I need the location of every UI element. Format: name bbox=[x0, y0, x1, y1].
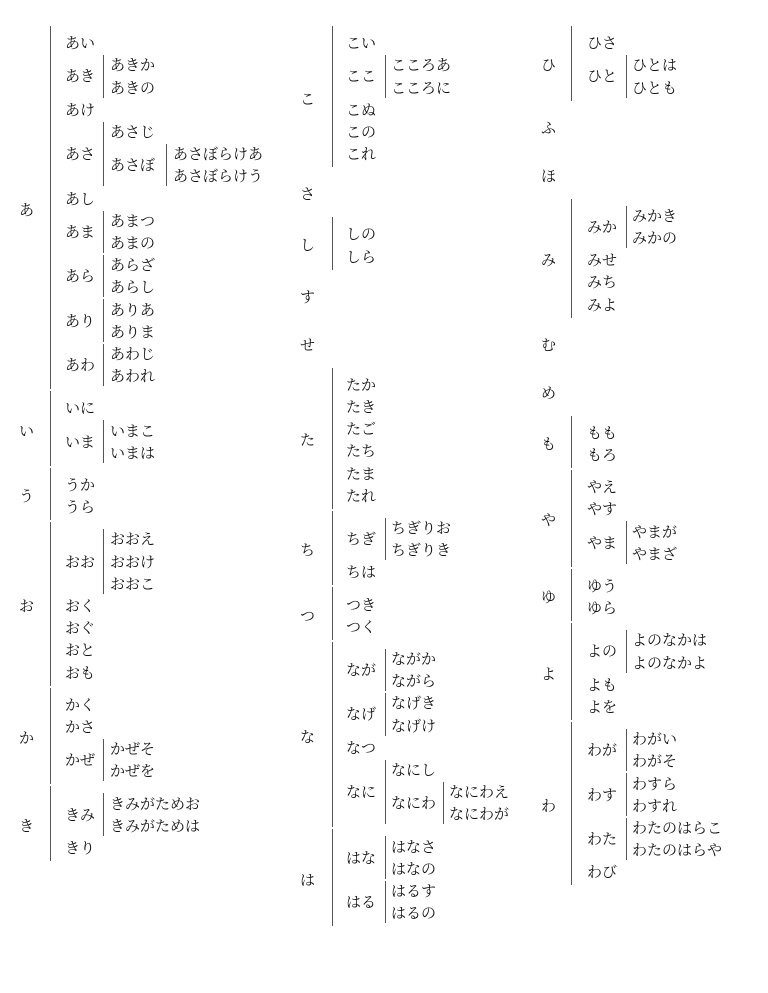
branch-line bbox=[103, 299, 104, 341]
branch-line bbox=[103, 793, 104, 835]
kimariji-node: あさぼ bbox=[110, 156, 156, 175]
kimariji-node: たち bbox=[346, 442, 377, 461]
kimariji-node: おおこ bbox=[110, 574, 156, 593]
kimariji-node: かく bbox=[65, 695, 96, 714]
kimariji-node: あわ bbox=[65, 356, 96, 374]
kimariji-node: きみがためは bbox=[110, 816, 201, 835]
kimariji-node: わす bbox=[587, 785, 618, 804]
kimariji-node: よのなかよ bbox=[632, 653, 708, 672]
kimariji-node: よの bbox=[587, 642, 618, 661]
initial-letter-label: ふ bbox=[541, 118, 557, 137]
kimariji-node: きみ bbox=[65, 805, 96, 824]
kimariji-node: こころに bbox=[391, 78, 452, 97]
group-bracket-line bbox=[332, 26, 333, 167]
group-bracket-line bbox=[571, 569, 572, 621]
kimariji-node: なげき bbox=[391, 694, 437, 713]
branch-line bbox=[626, 818, 627, 860]
kimariji-node: あらざ bbox=[110, 256, 156, 275]
branch-line bbox=[385, 693, 386, 735]
initial-letter-label: お bbox=[19, 596, 35, 615]
branch-line bbox=[626, 630, 627, 672]
kimariji-node: もろ bbox=[587, 445, 618, 464]
kimariji-node: あまの bbox=[110, 233, 156, 252]
initial-letter-label: し bbox=[300, 236, 316, 255]
kimariji-node: あさぼらけあ bbox=[173, 145, 264, 164]
kimariji-node: ひさ bbox=[587, 34, 618, 53]
kimariji-node: なに bbox=[346, 783, 377, 802]
kimariji-node: ひとも bbox=[632, 78, 678, 97]
branch-line bbox=[626, 729, 627, 771]
kimariji-node: つく bbox=[346, 617, 377, 636]
initial-letter-label: こ bbox=[300, 89, 316, 108]
kimariji-node: やま bbox=[587, 533, 618, 552]
initial-letter-label: き bbox=[19, 816, 35, 835]
branch-line bbox=[103, 420, 104, 462]
branch-line bbox=[443, 782, 444, 824]
kimariji-node: つき bbox=[346, 595, 377, 614]
branch-line bbox=[626, 55, 627, 97]
kimariji-node: おお bbox=[65, 552, 96, 571]
kimariji-node: ありま bbox=[110, 322, 156, 341]
kimariji-node: こぬ bbox=[346, 100, 377, 119]
kimariji-node: なにわえ bbox=[449, 783, 510, 802]
initial-letter-label: う bbox=[19, 487, 35, 505]
kimariji-node: こい bbox=[346, 34, 377, 53]
kimariji-node: かさ bbox=[65, 717, 96, 736]
kimariji-node: いに bbox=[65, 399, 96, 418]
kimariji-node: こころあ bbox=[391, 56, 452, 75]
kimariji-node: はる bbox=[346, 893, 377, 911]
branch-line bbox=[103, 55, 104, 97]
kimariji-node: もも bbox=[587, 423, 618, 442]
branch-line bbox=[103, 739, 104, 781]
kimariji-node: きり bbox=[65, 838, 96, 857]
kimariji-node: あきか bbox=[110, 56, 156, 75]
kimariji-node: かぜを bbox=[110, 762, 156, 781]
kimariji-node: ここ bbox=[346, 67, 377, 86]
kimariji-node: あさ bbox=[65, 145, 96, 164]
kimariji-node: あわじ bbox=[110, 344, 156, 363]
initial-letter-label: め bbox=[541, 383, 557, 402]
kimariji-node: なつ bbox=[346, 738, 377, 757]
initial-letter-label: か bbox=[19, 729, 35, 747]
kimariji-node: わがそ bbox=[632, 752, 678, 771]
branch-line bbox=[103, 211, 104, 253]
initial-letter-label: よ bbox=[541, 664, 557, 683]
kimariji-node: はな bbox=[346, 848, 377, 867]
kimariji-node: やまが bbox=[632, 522, 678, 541]
kimariji-node: あま bbox=[65, 222, 96, 241]
initial-letter-label: も bbox=[541, 434, 557, 453]
kimariji-node: たか bbox=[346, 375, 377, 394]
group-bracket-line bbox=[50, 688, 51, 785]
kimariji-node: あまつ bbox=[110, 211, 156, 230]
kimariji-node: これ bbox=[346, 145, 377, 164]
kimariji-node: おおえ bbox=[110, 530, 156, 549]
kimariji-node: なが bbox=[346, 661, 377, 679]
kimariji-node: わが bbox=[587, 741, 618, 760]
initial-letter-label: み bbox=[541, 251, 557, 270]
branch-line bbox=[166, 144, 167, 186]
branch-line bbox=[385, 760, 386, 825]
kimariji-node: しら bbox=[346, 247, 377, 266]
group-bracket-line bbox=[332, 587, 333, 639]
kimariji-node: しの bbox=[346, 225, 377, 244]
kimariji-node: あさぼらけう bbox=[173, 167, 264, 186]
kimariji-node: おおけ bbox=[110, 552, 156, 571]
kimariji-node: いま bbox=[65, 432, 96, 451]
initial-letter-label: す bbox=[300, 287, 316, 306]
kimariji-node: わたのはらこ bbox=[632, 818, 723, 837]
initial-letter-label: さ bbox=[300, 185, 316, 204]
kimariji-node: ちぎ bbox=[346, 530, 377, 548]
kimariji-node: あり bbox=[65, 311, 96, 330]
kimariji-node: なにし bbox=[391, 760, 437, 779]
kimariji-node: ひと bbox=[587, 67, 618, 86]
kimariji-node: あし bbox=[65, 189, 96, 208]
initial-letter-label: や bbox=[541, 511, 557, 530]
branch-line bbox=[103, 344, 104, 386]
kimariji-node: この bbox=[346, 122, 377, 141]
branch-line bbox=[385, 649, 386, 691]
initial-letter-label: は bbox=[300, 870, 316, 889]
group-bracket-line bbox=[571, 623, 572, 720]
group-bracket-line bbox=[50, 786, 51, 861]
group-bracket-line bbox=[332, 829, 333, 926]
kimariji-node: ひとは bbox=[632, 56, 678, 75]
kimariji-node: あけ bbox=[65, 100, 96, 119]
branch-line bbox=[385, 881, 386, 923]
kimariji-node: たご bbox=[346, 420, 377, 439]
kimariji-node: あい bbox=[65, 34, 96, 53]
branch-line bbox=[385, 55, 386, 97]
group-bracket-line bbox=[332, 217, 333, 269]
initial-letter-label: い bbox=[19, 421, 35, 440]
branch-line bbox=[103, 122, 104, 187]
kimariji-node: おく bbox=[65, 596, 96, 615]
kimariji-node: うら bbox=[65, 498, 96, 517]
kimariji-node: たれ bbox=[346, 486, 377, 505]
group-bracket-line bbox=[571, 416, 572, 468]
group-bracket-line bbox=[332, 642, 333, 828]
kimariji-node: よのなかは bbox=[632, 631, 708, 650]
initial-letter-label: あ bbox=[19, 200, 35, 219]
kimariji-node: みち bbox=[587, 273, 618, 292]
initial-letter-label: た bbox=[300, 431, 316, 450]
kimariji-node: あら bbox=[65, 267, 96, 286]
kimariji-node: わた bbox=[587, 830, 618, 848]
kimariji-node: いまこ bbox=[110, 421, 156, 440]
kimariji-node: わがい bbox=[632, 730, 678, 749]
kimariji-node: うか bbox=[65, 475, 96, 494]
kimariji-node: あさじ bbox=[110, 122, 156, 141]
kimariji-node: みか bbox=[587, 217, 618, 236]
kimariji-node: みよ bbox=[587, 295, 618, 314]
kimariji-node: ゆう bbox=[587, 576, 618, 595]
kimariji-node: きみがためお bbox=[110, 794, 201, 813]
kimariji-node: ちは bbox=[346, 563, 377, 582]
kimariji-node: ゆら bbox=[587, 599, 618, 618]
kimariji-node: みかき bbox=[632, 206, 678, 225]
group-bracket-line bbox=[332, 511, 333, 586]
group-bracket-line bbox=[50, 522, 51, 685]
initial-letter-label: ち bbox=[300, 541, 316, 560]
group-bracket-line bbox=[50, 391, 51, 466]
kimariji-node: みせ bbox=[587, 251, 618, 270]
kimariji-node: ちぎりお bbox=[391, 518, 452, 537]
kimariji-node: やえ bbox=[587, 478, 618, 497]
kimariji-node: なげ bbox=[346, 705, 377, 724]
kimariji-node: あきの bbox=[110, 78, 156, 97]
group-bracket-line bbox=[50, 26, 51, 389]
kimariji-node: わび bbox=[587, 863, 618, 882]
branch-line bbox=[626, 206, 627, 248]
kimariji-node: はるす bbox=[391, 881, 437, 900]
branch-line bbox=[626, 521, 627, 563]
group-bracket-line bbox=[571, 26, 572, 101]
group-bracket-line bbox=[571, 722, 572, 885]
kimariji-node: おも bbox=[65, 663, 96, 682]
kimariji-node: よも bbox=[587, 675, 618, 694]
kimariji-node: あわれ bbox=[110, 367, 156, 386]
kimariji-node: わたのはらや bbox=[632, 841, 723, 860]
kimariji-node: ありあ bbox=[110, 300, 156, 319]
kimariji-node: おぐ bbox=[65, 619, 96, 638]
initial-letter-label: つ bbox=[300, 606, 316, 625]
kimariji-node: なにわ bbox=[391, 794, 437, 813]
kimariji-node: いまは bbox=[110, 443, 156, 462]
kimariji-node: はなさ bbox=[391, 837, 437, 856]
kimariji-node: かぜそ bbox=[110, 740, 156, 759]
kimariji-node: おと bbox=[65, 641, 96, 660]
initial-letter-label: わ bbox=[541, 796, 557, 815]
initial-letter-label: ほ bbox=[541, 166, 557, 185]
kimariji-node: みかの bbox=[632, 228, 678, 247]
kimariji-node: わすら bbox=[632, 774, 678, 793]
kimariji-node: ながら bbox=[391, 672, 437, 691]
kimariji-node: よを bbox=[587, 697, 618, 716]
kimariji-node: なにわが bbox=[449, 805, 510, 824]
kimariji-node: あき bbox=[65, 67, 96, 86]
kimariji-node: ちぎりき bbox=[391, 541, 452, 560]
group-bracket-line bbox=[50, 468, 51, 520]
branch-line bbox=[103, 255, 104, 297]
initial-letter-label: ゆ bbox=[541, 588, 557, 606]
kimariji-node: ながか bbox=[391, 649, 437, 668]
group-bracket-line bbox=[571, 199, 572, 318]
kimariji-node: やす bbox=[587, 500, 618, 519]
branch-line bbox=[385, 518, 386, 560]
initial-letter-label: む bbox=[541, 335, 557, 354]
branch-line bbox=[103, 529, 104, 594]
group-bracket-line bbox=[332, 368, 333, 509]
kimariji-node: かぜ bbox=[65, 751, 96, 770]
group-bracket-line bbox=[571, 470, 572, 567]
kimariji-node: たき bbox=[346, 397, 377, 416]
initial-letter-label: せ bbox=[300, 335, 316, 354]
kimariji-node: あらし bbox=[110, 278, 156, 297]
kimariji-node: やまざ bbox=[632, 544, 678, 563]
kimariji-node: はなの bbox=[391, 859, 437, 878]
kimariji-node: はるの bbox=[391, 904, 437, 923]
branch-line bbox=[385, 836, 386, 878]
kimariji-node: わすれ bbox=[632, 796, 678, 815]
kimariji-node: たま bbox=[346, 464, 377, 483]
initial-letter-label: な bbox=[300, 727, 316, 746]
initial-letter-label: ひ bbox=[541, 56, 557, 75]
kimariji-node: なげけ bbox=[391, 716, 437, 735]
branch-line bbox=[626, 773, 627, 815]
